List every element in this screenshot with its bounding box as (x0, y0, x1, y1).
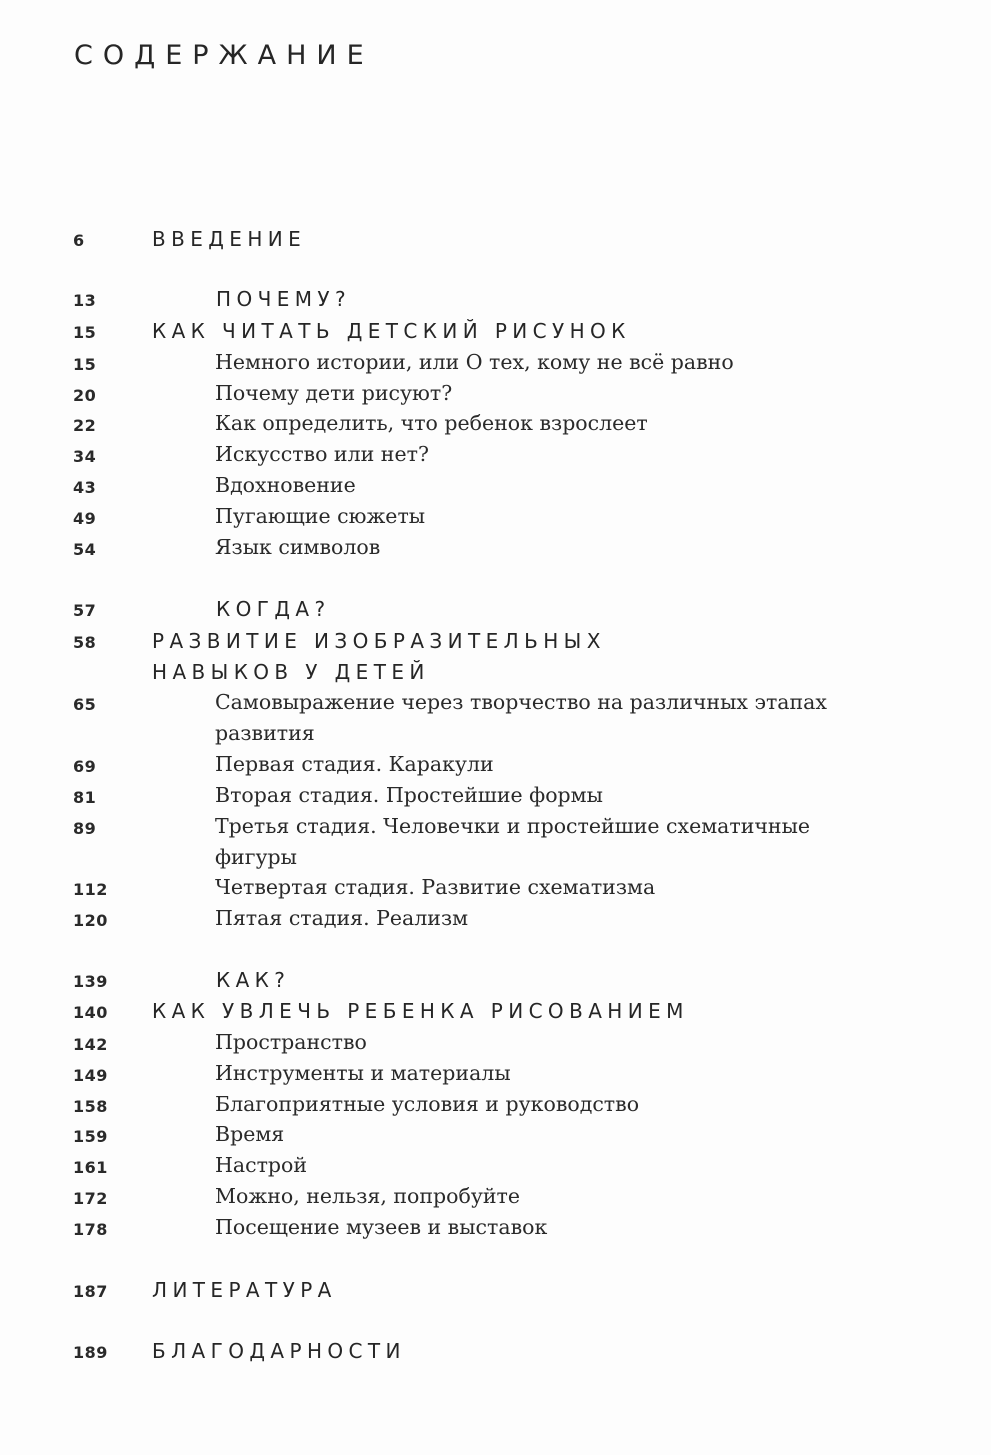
page-number: 161 (73, 1158, 108, 1177)
toc-entry-chapter-continued (0, 658, 991, 689)
toc-entry-section (0, 1183, 991, 1214)
section-title: Искусство или нет? (215, 442, 429, 466)
section-title: Третья стадия. Человечки и простейшие схематичные (215, 814, 811, 838)
section-title-continued: развития (215, 721, 315, 745)
chapter-title: КАК ЧИТАТЬ ДЕТСКИЙ РИСУНОК (152, 319, 631, 343)
page-number: 13 (73, 291, 97, 310)
page-number: 43 (73, 478, 97, 497)
section-title: Инструменты и материалы (215, 1061, 511, 1085)
toc-entry-section (0, 410, 991, 441)
section-title: Как определить, что ребенок взрослеет (215, 411, 648, 435)
toc-entry-chapter (0, 317, 991, 348)
section-title: Пятая стадия. Реализм (215, 906, 469, 930)
page-number: 112 (73, 880, 108, 899)
part-title: КАК? (216, 968, 291, 992)
section-title: Первая стадия. Каракули (215, 752, 494, 776)
toc-entry-acknowledgements (0, 1337, 991, 1368)
page-number: 187 (73, 1282, 108, 1301)
page-number: 6 (73, 231, 85, 250)
page-number: 22 (73, 416, 97, 435)
toc-entry-section (0, 1091, 991, 1122)
chapter-title: КАК УВЛЕЧЬ РЕБЕНКА РИСОВАНИЕМ (152, 999, 689, 1023)
page-number: 120 (73, 911, 108, 930)
page-number: 142 (73, 1035, 108, 1054)
toc-entry-section (0, 1060, 991, 1091)
section-title: Время (215, 1122, 285, 1146)
page-number: 54 (73, 540, 97, 559)
page-number: 81 (73, 788, 97, 807)
contents-heading: СОДЕРЖАНИЕ (74, 40, 374, 71)
page-number: 34 (73, 447, 97, 466)
section-title: Почему дети рисуют? (215, 381, 453, 405)
page-number: 69 (73, 757, 97, 776)
toc-entry-section (0, 503, 991, 534)
toc-entry-section (0, 380, 991, 411)
section-title: Вторая стадия. Простейшие формы (215, 783, 603, 807)
page-number: 65 (73, 695, 97, 714)
toc-entry-part-how (0, 966, 991, 997)
toc-entry-section (0, 874, 991, 905)
page-number: 172 (73, 1189, 108, 1208)
toc-entry-chapter (0, 997, 991, 1028)
toc-entry-section (0, 905, 991, 936)
page-number: 140 (73, 1003, 108, 1022)
chapter-title: ВВЕДЕНИЕ (152, 227, 307, 251)
page-number: 189 (73, 1343, 108, 1362)
toc-entry-section (0, 534, 991, 565)
section-title: Четвертая стадия. Развитие схематизма (215, 875, 656, 899)
toc-entry-introduction (0, 225, 991, 256)
page-number: 57 (73, 601, 97, 620)
toc-entry-part-when (0, 595, 991, 626)
section-title: Настрой (215, 1153, 308, 1177)
toc-entry-section (0, 689, 991, 720)
section-title: Пространство (215, 1030, 367, 1054)
toc-entry-section (0, 349, 991, 380)
page-number: 49 (73, 509, 97, 528)
section-title: Можно, нельзя, попробуйте (215, 1184, 521, 1208)
chapter-title: РАЗВИТИЕ ИЗОБРАЗИТЕЛЬНЫХ (152, 629, 606, 653)
section-title-continued: фигуры (215, 845, 297, 869)
section-title: Самовыражение через творчество на различных этапах (215, 690, 827, 714)
chapter-title: ЛИТЕРАТУРА (152, 1278, 337, 1302)
section-title: Пугающие сюжеты (215, 504, 426, 528)
toc-entry-section (0, 472, 991, 503)
page-number: 178 (73, 1220, 108, 1239)
page-number: 139 (73, 972, 108, 991)
toc-entry-section (0, 782, 991, 813)
page-number: 89 (73, 819, 97, 838)
toc-entry-section (0, 1214, 991, 1245)
toc-entry-section (0, 1152, 991, 1183)
page-number: 158 (73, 1097, 108, 1116)
section-title: Язык символов (215, 535, 381, 559)
section-title: Благоприятные условия и руководство (215, 1092, 640, 1116)
chapter-title-continued: НАВЫКОВ У ДЕТЕЙ (152, 660, 430, 684)
toc-entry-section (0, 813, 991, 844)
section-title: Вдохновение (215, 473, 356, 497)
toc-entry-part-why (0, 285, 991, 316)
chapter-title: БЛАГОДАРНОСТИ (152, 1339, 406, 1363)
part-title: КОГДА? (216, 597, 331, 621)
section-title: Немного истории, или О тех, кому не всё равно (215, 350, 734, 374)
page-number: 20 (73, 386, 97, 405)
toc-entry-section-continued (0, 720, 991, 751)
part-title: ПОЧЕМУ? (216, 287, 351, 311)
toc-entry-section-continued (0, 844, 991, 875)
toc-entry-section (0, 751, 991, 782)
page-number: 149 (73, 1066, 108, 1085)
toc-entry-section (0, 1029, 991, 1060)
page-number: 15 (73, 355, 97, 374)
section-title: Посещение музеев и выставок (215, 1215, 548, 1239)
page-number: 15 (73, 323, 97, 342)
page-number: 58 (73, 633, 97, 652)
toc-entry-bibliography (0, 1276, 991, 1307)
toc-entry-chapter (0, 627, 991, 658)
toc-entry-section (0, 1121, 991, 1152)
toc-entry-section (0, 441, 991, 472)
page-number: 159 (73, 1127, 108, 1146)
